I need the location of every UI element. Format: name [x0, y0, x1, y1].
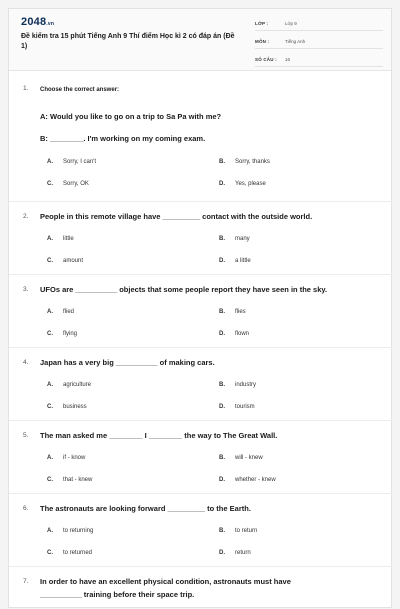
meta-class: LỚP : Lớp 9: [255, 17, 383, 31]
option-c[interactable]: C. Sorry, OK: [47, 181, 89, 187]
question-number: 3.: [23, 286, 29, 293]
option-c[interactable]: C. that - knew: [47, 477, 93, 483]
option-c[interactable]: C. to returned: [47, 550, 93, 556]
document-header: [9, 9, 391, 71]
option-d[interactable]: D. whether - knew: [219, 477, 276, 483]
question-number: 7.: [23, 578, 29, 585]
question-text: UFOs are __________ objects that some people report they have seen in the sky.: [40, 285, 328, 294]
question-2: [9, 201, 393, 273]
question-6: [9, 493, 393, 565]
option-b[interactable]: B. industry: [219, 382, 257, 388]
option-a[interactable]: A. to returning: [47, 528, 94, 534]
question-text-line-2: __________ training before their space trip.: [40, 590, 195, 599]
option-b[interactable]: B. many: [219, 236, 250, 242]
question-number: 4.: [23, 359, 29, 366]
option-d[interactable]: D. return: [219, 550, 251, 556]
question-5: [9, 420, 393, 492]
option-d[interactable]: D. a little: [219, 258, 251, 264]
option-b[interactable]: B. will - knew: [219, 455, 263, 461]
option-d[interactable]: D. Yes, please: [219, 181, 266, 187]
option-d[interactable]: D. flown: [219, 331, 250, 337]
question-instruction: Choose the correct answer:: [40, 87, 120, 93]
option-c[interactable]: C. amount: [47, 258, 84, 264]
question-text: Japan has a very big __________ of making cars.: [40, 358, 215, 367]
document-meta: [255, 17, 383, 71]
question-text: People in this remote village have _________ contact with the outside world.: [40, 212, 313, 221]
question-4: [9, 347, 393, 419]
meta-subject: MÔN : Tiếng Anh: [255, 35, 383, 49]
option-a[interactable]: A. if - know: [47, 455, 86, 461]
option-d[interactable]: D. tourism: [219, 404, 255, 410]
option-b[interactable]: B. flies: [219, 309, 246, 315]
question-dialogue-b: B: ________. I'm working on my coming exam.: [40, 134, 206, 143]
option-a[interactable]: A. little: [47, 236, 74, 242]
option-b[interactable]: B. Sorry, thanks: [219, 159, 270, 165]
question-dialogue-a: A: Would you like to go on a trip to Sa Pa with me?: [40, 112, 222, 121]
question-text: The man asked me ________ I ________ the way to The Great Wall.: [40, 431, 278, 440]
option-a[interactable]: A. agriculture: [47, 382, 92, 388]
option-c[interactable]: C. flying: [47, 331, 78, 337]
question-number: 2.: [23, 213, 29, 220]
option-a[interactable]: A. Sorry, I can't: [47, 159, 97, 165]
option-c[interactable]: C. business: [47, 404, 87, 410]
question-1: [9, 71, 393, 209]
question-number: 6.: [23, 505, 29, 512]
site-logo[interactable]: 2048.vn: [21, 16, 55, 28]
question-text: The astronauts are looking forward _________ to the Earth.: [40, 504, 251, 513]
meta-question-count: SỐ CÂU : 16: [255, 53, 383, 67]
question-7: [9, 566, 393, 609]
document-page: [8, 8, 392, 608]
option-a[interactable]: A. flied: [47, 309, 75, 315]
question-text-line-1: In order to have an excellent physical condition, astronauts must have: [40, 577, 291, 586]
question-3: [9, 274, 393, 346]
page-title: Đề kiểm tra 15 phút Tiếng Anh 9 Thí điểm Học kì 2 có đáp án (Đề 1): [21, 33, 235, 50]
question-number: 1.: [23, 85, 29, 92]
question-number: 5.: [23, 432, 29, 439]
option-b[interactable]: B. to return: [219, 528, 258, 534]
